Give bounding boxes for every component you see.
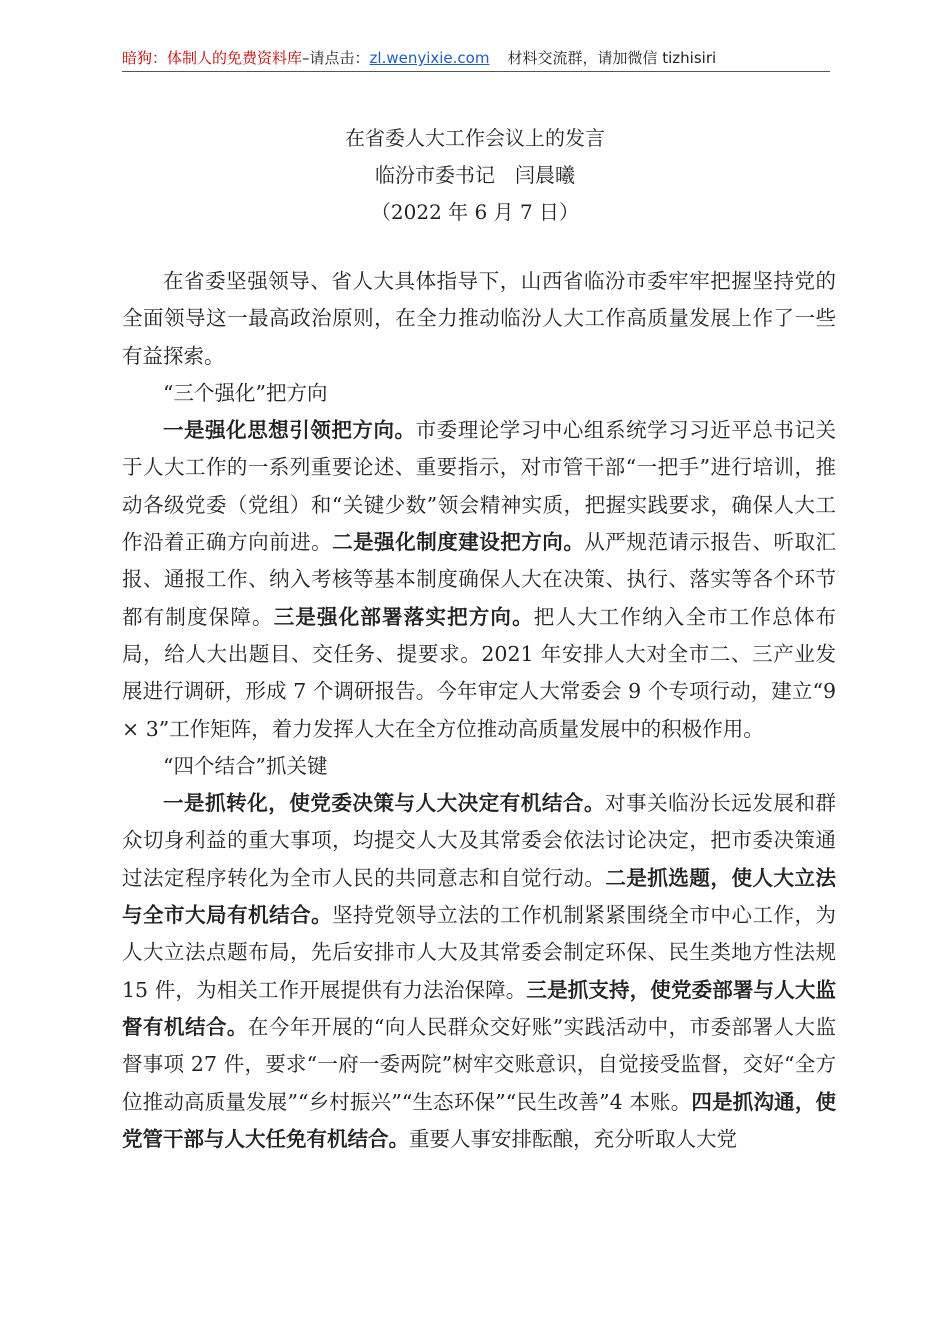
body-text: 坚持党领导立法的工作机制紧紧围绕全市中心工作，为人大立法点题布局，先后安排市人大及其常委会制定环保、民生类地方性法规 15 件，为相关工作开展提供有力法治保障。 <box>122 903 837 1002</box>
section2-paragraph <box>122 785 836 1158</box>
section-heading-three-strengthen: “三个强化”把方向 <box>163 380 328 405</box>
body-text: 在今年开展的“向人民群众交好账”实践活动中，市委部署人大监督事项 27 件，要求“一府一委两院”树牢交账意识，自觉接受监督，交好“全方位推动高质量发展”“乡村振兴”“生态环保”“民生改善”4 本账。 <box>122 1014 836 1114</box>
document-title: 在省委人大工作会议上的发言 <box>345 126 605 150</box>
intro-paragraph: 在省委坚强领导、省人大具体指导下，山西省临汾市委牢牢把握坚持党的全面领导这一最高政治原则，在全力推动临汾人大工作高质量发展上作了一些有益探索。 <box>122 269 836 368</box>
bold-lead: 三是强化部署落实把方向。 <box>273 604 534 629</box>
body-text: 把人大工作纳入全市工作总体布局，给人大出题目、交任务、提要求。2021 年安排人大对全市二、三产业发展进行调研，形成 7 个调研报告。今年审定人大常委会 9 个专项行动，建立“9 × 3”工作矩阵，着力发挥人大在全方位推动高质量发展中的积极作用。 <box>122 604 836 741</box>
header-brand: 暗狗：体制人的免费资料库 <box>122 49 303 67</box>
document-date: （2022 年 6 月 7 日） <box>370 200 580 224</box>
bold-lead: 一是强化思想引领把方向。 <box>163 418 416 443</box>
header-wechat-note: 材料交流群，请加微信 tizhisiri <box>507 49 717 67</box>
bold-lead: 二是强化制度建设把方向。 <box>332 530 585 555</box>
section-heading-four-combine: “四个结合”抓关键 <box>163 753 328 778</box>
body-text: 重要人事安排酝酿，充分听取人大党 <box>409 1126 737 1151</box>
header-divider <box>122 71 830 72</box>
bold-lead: 二是抓选题，使人大立法与全市大局有机结合。 <box>122 865 837 928</box>
section1-paragraph <box>122 412 836 748</box>
page-header <box>122 47 830 73</box>
bold-lead: 三是抓支持，使党委部署与人大监督有机结合。 <box>122 977 836 1039</box>
header-click-prompt: –请点击： <box>302 49 370 67</box>
document-body <box>122 263 836 1158</box>
body-text: 市委理论学习中心组系统学习习近平总书记关于人大工作的一系列重要论述、重要指示，对市管干部“一把手”进行培训，推动各级党委（党组）和“关键少数”领会精神实质，把握实践要求，确保人大工作沿着正确方向前进。 <box>122 418 837 555</box>
header-site-link[interactable]: zl.wenyixie.com <box>369 49 490 67</box>
body-text: 从严规范请示报告、听取汇报、通报工作、纳入考核等基本制度确保人大在决策、执行、落实等各个环节都有制度保障。 <box>122 530 837 629</box>
bold-lead: 一是抓转化，使党委决策与人大决定有机结合。 <box>163 791 606 816</box>
body-text: 对事关临汾长远发展和群众切身利益的重大事项，均提交人大及其常委会依法讨论决定，把市委决策通过法定程序转化为全市人民的共同意志和自觉行动。 <box>122 791 836 890</box>
bold-lead: 四是抓沟通，使党管干部与人大任免有机结合。 <box>122 1089 837 1151</box>
document-author: 临汾市委书记 闫晨曦 <box>375 163 575 187</box>
